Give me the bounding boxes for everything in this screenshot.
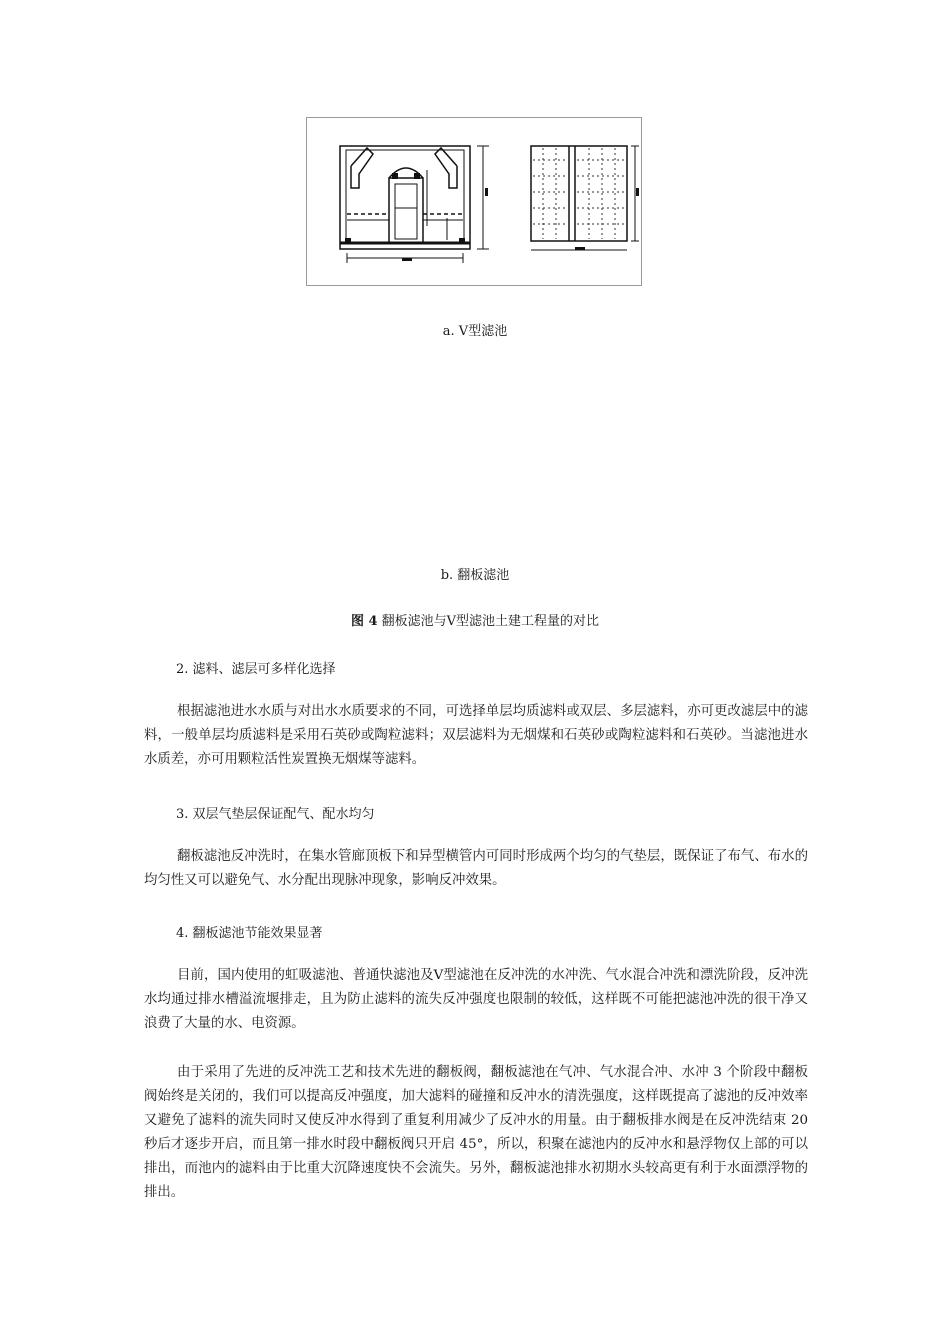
section-heading-3: 3. 双层气垫层保证配气、配水均匀 <box>176 807 375 822</box>
section-paragraph: 由于采用了先进的反冲洗工艺和技术先进的翻板阀，翻板滤池在气冲、气水混合冲、水冲 3 个阶段中翻板阀始终是关闭的，我们可以提高反冲强度，加大滤料的碰撞和反冲水的清洗强度，这样既提高了滤池的反冲效率又避免了滤料的流失同时又使反冲水得到了重复利用减少了反冲水的用量。由于翻板排水阀是在反冲洗结束 20 秒后才逐步开启，而且第一排水时段中翻板阀只开启 45°，所以，积聚在滤池内的反冲水和悬浮物仅上部的可以排出，而池内的滤料由于比重大沉降速度快不会流失。另外，翻板滤池排水初期水头较高更有利于水面漂浮物的排出。 <box>144 1065 808 1200</box>
figure-number: 图 4 <box>350 614 378 629</box>
figure-caption-b: b. 翻板滤池 <box>440 568 510 583</box>
section-heading-4: 4. 翻板滤池节能效果显著 <box>176 926 323 941</box>
v-filter-drawing <box>307 118 643 287</box>
figure-title-text: 翻板滤池与V型滤池土建工程量的对比 <box>377 614 600 629</box>
section-paragraph: 目前，国内使用的虹吸滤池、普通快滤池及V型滤池在反冲洗的水冲洗、气水混合冲洗和漂洗阶段，反冲洗水均通过排水槽溢流堰排走，且为防止滤料的流失反冲强度也限制的较低，这样既不可能把滤池冲洗的很干净又浪费了大量的水、电资源。 <box>144 968 808 1031</box>
figure-caption-a: a. V型滤池 <box>442 324 508 339</box>
section-paragraph: 翻板滤池反冲洗时，在集水管廊顶板下和异型横管内可同时形成两个均匀的气垫层，既保证了布气、布水的均匀性又可以避免气、水分配出现脉冲现象，影响反冲效果。 <box>144 849 808 888</box>
figure-title <box>0 610 950 629</box>
v-filter-figure <box>306 117 642 286</box>
section-paragraph: 根据滤池进水水质与对出水水质要求的不同，可选择单层均质滤料或双层、多层滤料，亦可更改滤层中的滤料，一般单层均质滤料是采用石英砂或陶粒滤料；双层滤料为无烟煤和石英砂或陶粒滤料和石英砂。当滤池进水水质差，亦可用颗粒活性炭置换无烟煤等滤料。 <box>144 704 808 767</box>
section-heading-2: 2. 滤料、滤层可多样化选择 <box>176 662 336 677</box>
